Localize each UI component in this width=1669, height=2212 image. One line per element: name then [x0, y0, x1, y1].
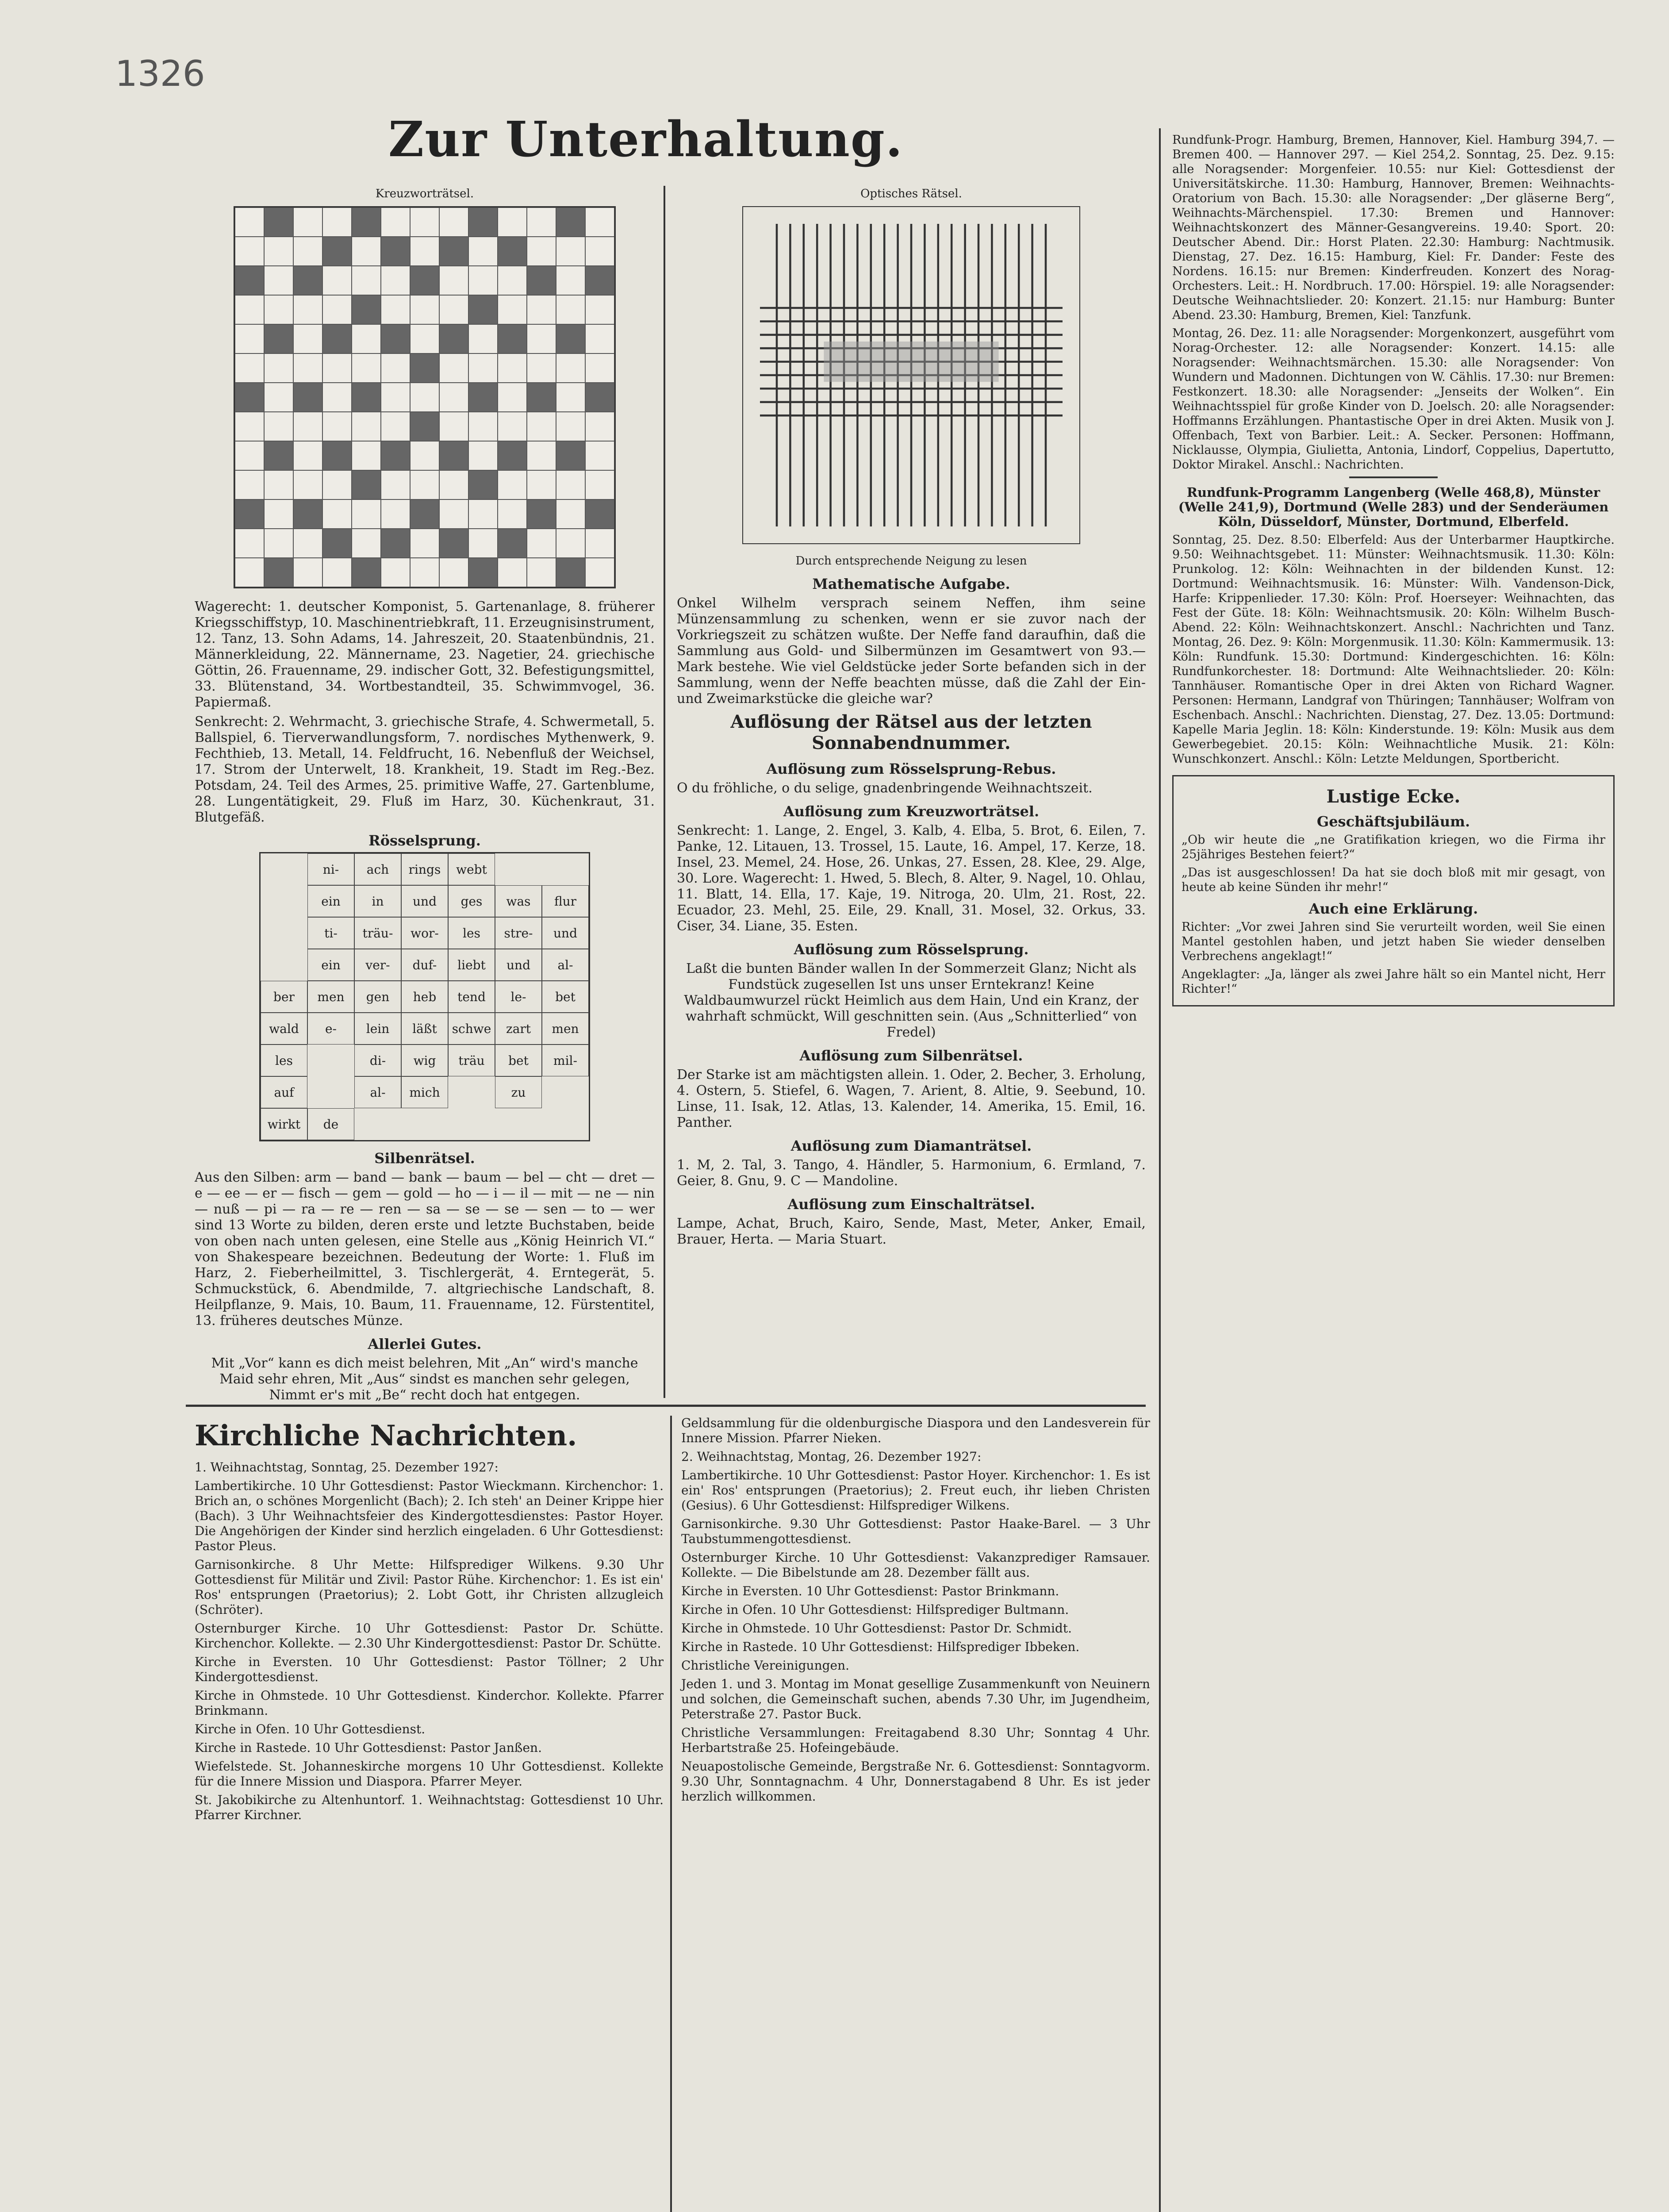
- optical-puzzle-image: [742, 206, 1080, 544]
- church-news-entry: Lambertikirche. 10 Uhr Gottesdienst: Pastor Hoyer. Kirchenchor: 1. Es ist ein' Ros' entsprungen (Praetorius); 2. Freut euch, ihr lieben Christen (Gesius). 6 Uhr Gottesdienst: Hilfsprediger Wilkens.: [681, 1468, 1150, 1513]
- knight-cell: heb: [401, 981, 448, 1013]
- church-news-entry: Garnisonkirche. 8 Uhr Mette: Hilfsprediger Wilkens. 9.30 Uhr Gottesdienst für Militär und Zivil: Pastor Rühe. Kirchenchor: 1. Es ist ein' Ros' entsprungen (Praetorius); 2. Lobt Gott, ihr Christen allzugleich (Schröter).: [195, 1557, 664, 1617]
- radio-langenberg-title: Rundfunk-Programm Langenberg (Welle 468,8), Münster (Welle 241,9), Dortmund (Welle 283) und der Senderäumen Köln, Düsseldorf, Münster, Dortmund, Elberfeld.: [1178, 485, 1609, 529]
- syllable-puzzle-title: Silbenrätsel.: [374, 1150, 475, 1167]
- divider: [1349, 476, 1438, 478]
- knight-cell: de: [307, 1108, 354, 1140]
- knight-cell: träu-: [354, 917, 401, 949]
- funny-corner-text-4: Angeklagter: „Ja, länger als zwei Jahre hält so ein Mantel nicht, Herr Richter!“: [1182, 968, 1605, 996]
- church-news-entry: Wiefelstede. St. Johanneskirche morgens 10 Uhr Gottesdienst. Kollekte für die Innere Mission und Diaspora. Pfarrer Meyer.: [195, 1759, 664, 1789]
- knight-cell: rings: [401, 853, 448, 885]
- crossword-clues-across: Wagerecht: 1. deutscher Komponist, 5. Gartenanlage, 8. früherer Kriegsschiffstyp, 10. Maschinentriebkraft, 11. Erzeugnisinstrument, 12. Tanz, 13. Sohn Adams, 14. Jahreszeit, 20. Staatenbündnis, 21. Männerkleidung, 22. Männername, 23. Nagetier, 24. griechische Göttin, 26. Frauenname, 29. indischer Gott, 32. Befestigungsmittel, 33. Blütenstand, 34. Wortbestandteil, 35. Schwimmvogel, 36. Papiermaß.: [195, 599, 655, 710]
- column-rule: [670, 1416, 672, 2212]
- knight-cell: ach: [354, 853, 401, 885]
- funny-corner-title: Lustige Ecke.: [1326, 786, 1461, 807]
- church-news-entry: Neuapostolische Gemeinde, Bergstraße Nr. 6. Gottesdienst: Sonntagvorm. 9.30 Uhr, Sonntagnachm. 4 Uhr, Donnerstagabend 8 Uhr. Es ist jeder herzlich willkommen.: [681, 1759, 1151, 1804]
- knight-cell: in: [354, 885, 401, 917]
- solution-2-text: Senkrecht: 1. Lange, 2. Engel, 3. Kalb, 4. Elba, 5. Brot, 6. Eilen, 7. Panke, 12. Litauen, 13. Trossel, 15. Laute, 16. Ampel, 17. Kerze, 18. Insel, 23. Memel, 24. Hose, 26. Unkas, 27. Essen, 28. Klee, 29. Alge, 30. Lore. Wagerecht: 1. Hwed, 5. Blech, 8. Alter, 9. Nagel, 10. Ohlau, 11. Blatt, 14. Ella, 17. Kaje, 19. Nitroga, 20. Ulm, 21. Rost, 22. Ecuador, 23. Mehl, 25. Eile, 29. Knall, 31. Mosel, 32. Orkus, 33. Ciser, 34. Liane, 35. Esten.: [677, 823, 1146, 934]
- church-news-entry: Kirche in Eversten. 10 Uhr Gottesdienst: Pastor Brinkmann.: [681, 1584, 1059, 1598]
- crossword-clues-down: Senkrecht: 2. Wehrmacht, 3. griechische Strafe, 4. Schwermetall, 5. Ballspiel, 6. Tierverwandlungsform, 7. nordisches Mythenwerk, 9. Fechthieb, 13. Metall, 14. Feldfrucht, 16. Nebenfluß der Weichsel, 17. Strom der Unterwelt, 18. Krankheit, 19. Stadt im Reg.-Bez. Potsdam, 24. Teil des Armes, 25. primitive Waffe, 27. Gartenblume, 28. Lungentätigkeit, 29. Fluß im Harz, 30. Küchenkraut, 31. Blutgefäß.: [195, 714, 655, 825]
- solution-5-text: 1. M, 2. Tal, 3. Tango, 4. Händler, 5. Harmonium, 6. Ermland, 7. Geier, 8. Gnu, 9. C — Mandoline.: [677, 1157, 1146, 1189]
- knight-cell: ein: [307, 949, 354, 981]
- knight-cell: ti-: [307, 917, 354, 949]
- church-news-entry: Kirche in Ofen. 10 Uhr Gottesdienst: Hilfsprediger Bultmann.: [681, 1602, 1069, 1617]
- radio-langenberg-program: Sonntag, 25. Dez. 8.50: Elberfeld: Aus der Unterbarmer Hauptkirche. 9.50: Weihnachtsgebet. 11: Münster: Weihnachtsmusik. 11.30: Köln: Prunkolog. 12: Köln: Weihnachten in der bildenden Kunst. 12: Dortmund: Weihnachtsmusik. 16: Münster: Wilh. Vandenson-Dick, Harfe: Krippenlieder. 17.30: Köln: Prof. Hoerseyer: Weihnachten, das Fest der Güte. 18: Köln: Weihnachtsmusik. 20: Köln: Wilhelm Busch-Abend. 22: Köln: Weihnachtskonzert. Anschl.: Nachrichten und Tanz. Montag, 26. Dez. 9: Köln: Morgenmusik. 11.30: Köln: Kammermusik. 13: Köln: Rundfunk. 15.30: Dortmund: Kindergeschichten. 16: Köln: Rundfunkorchester. 18: Dortmund: Alte Weihnachtslieder. 20: Köln: Tannhäuser. Romantische Oper in drei Akten von Richard Wagner. Personen: Hermann, Landgraf von Thüringen; Tannhäuser; Wolfram von Eschenbach. Anschl.: Nachrichten. Dienstag, 27. Dez. 13.05: Dortmund: Kapelle Maria Jeglin. 18: Köln: Kinderstunde. 19: Köln: Musik aus dem Gewerbegebiet. 20.15: Köln: Weihnachtliche Musik. 21: Köln: Wunschkonzert. Anschl.: Köln: Letzte Meldungen, Sportbericht.: [1172, 533, 1615, 766]
- knight-cell: mich: [401, 1076, 448, 1108]
- crossword-grid: [234, 206, 616, 588]
- knight-cell: [261, 917, 307, 949]
- church-news-entry: St. Jakobikirche zu Altenhuntorf. 1. Weihnachtstag: Gottesdienst 10 Uhr. Pfarrer Kirchner.: [195, 1793, 664, 1822]
- church-news-entry: Christliche Vereinigungen.: [681, 1658, 850, 1673]
- church-news-entry: Kirche in Ofen. 10 Uhr Gottesdienst.: [195, 1722, 426, 1736]
- math-puzzle-text: Onkel Wilhelm versprach seinem Neffen, ihm seine Münzensammlung zu schenken, wenn er sie zuvor nach der Vorkriegszeit zu schätzen wußte. Der Neffe fand daraufhin, daß die Sammlung aus Gold- und Silbermünzen im Gesamtwert von 93.— Mark bestehe. Wie viel Geldstücke jeder Sorte befanden sich in der Sammlung, wenn der Neffe beachten müsse, daß die Zahl der Ein- und Zweimarkstücke die gleiche war?: [677, 595, 1146, 707]
- church-news-entry: 2. Weihnachtstag, Montag, 26. Dezember 1927:: [681, 1449, 982, 1464]
- knight-cell: bet: [542, 981, 589, 1013]
- funny-corner-text-2: „Das ist ausgeschlossen! Da hat sie doch bloß mit mir gesagt, von heute ab keine Sünden ihr mehr!“: [1182, 866, 1605, 894]
- solution-2-title: Auflösung zum Kreuzworträtsel.: [783, 803, 1040, 820]
- solutions-title: Auflösung der Rätsel aus der letzten Sonnabendnummer.: [730, 711, 1092, 753]
- funny-corner-text-1: „Ob wir heute die „ne Gratifikation kriegen, wo die Firma ihr 25jähriges Bestehen feiert?“: [1182, 833, 1605, 861]
- knight-cell: al-: [542, 949, 589, 981]
- solution-1-title: Auflösung zum Rösselsprung-Rebus.: [766, 760, 1056, 777]
- knight-cell: webt: [448, 853, 495, 885]
- optical-lines-graphic: [743, 207, 1079, 543]
- church-news-entry: Kirche in Rastede. 10 Uhr Gottesdienst: Pastor Janßen.: [195, 1740, 542, 1755]
- church-news-entry: Kirche in Ohmstede. 10 Uhr Gottesdienst. Kinderchor. Kollekte. Pfarrer Brinkmann.: [195, 1688, 664, 1718]
- funny-corner-text-3: Richter: „Vor zwei Jahren sind Sie verurteilt worden, weil Sie einen Mantel gestohlen haben, und jetzt haben Sie wieder denselben Verbrechens angeklagt!“: [1182, 920, 1605, 963]
- funny-corner-subtitle: Geschäftsjubiläum.: [1316, 813, 1470, 830]
- knight-cell: stre-: [495, 917, 542, 949]
- knight-cell: les: [261, 1045, 307, 1076]
- radio-program-hamburg: Rundfunk-Progr. Hamburg, Bremen, Hannover, Kiel. Hamburg 394,7. — Bremen 400. — Hannover 297. — Kiel 254,2. Sonntag, 25. Dez. 9.15: alle Noragsender: Morgenfeier. 10.55: nur Kiel: Gottesdienst der Universitätskirche. 11.30: Hamburg, Hannover, Bremen: Weihnachts-Oratorium von Bach. 15.30: alle Noragsender: „Der gläserne Berg“, Weihnachts-Märchenspiel. 17.30: Bremen und Hannover: Weihnachtskonzert des Männer-Gesangvereins. 19.40: Sport. 20: Deutscher Abend. Dir.: Horst Platen. 22.30: Hamburg: Nachtmusik. Dienstag, 27. Dez. 16.15: Hamburg, Kiel: Fr. Dander: Feste des Nordens. 16.15: nur Bremen: Kinderfreuden. Konzert des Norag-Orchesters. Leit.: H. Nordbruch. 17.00: Hörspiel. 19: alle Noragsender: Deutsche Weihnachtslieder. 20: Konzert. 21.15: nur Hamburg: Bunter Abend. 23.30: Hamburg, Bremen, Kiel: Tanzfunk.: [1172, 133, 1615, 322]
- knight-cell: schwe: [448, 1013, 495, 1045]
- archive-number: 1326: [115, 53, 205, 94]
- knight-cell: ni-: [307, 853, 354, 885]
- knight-cell: wald: [261, 1013, 307, 1045]
- column-rule: [1159, 128, 1161, 2212]
- knight-cell: [448, 1076, 495, 1108]
- solution-1-text: O du fröhliche, o du selige, gnadenbringende Weihnachtszeit.: [677, 780, 1093, 796]
- knight-cell: was: [495, 885, 542, 917]
- allerlei-text: Mit „Vor“ kann es dich meist belehren, Mit „An“ wird's manche Maid sehr ehren, Mit „Aus“ sindst es manchen sehr gelegen, Nimmt er's mit „Be“ recht doch hat entgegen.: [211, 1356, 638, 1403]
- church-news-entry: Osternburger Kirche. 10 Uhr Gottesdienst: Pastor Dr. Schütte. Kirchenchor. Kollekte. — 2.30 Uhr Kindergottesdienst: Pastor Dr. Schütte.: [195, 1621, 664, 1651]
- knight-cell: les: [448, 917, 495, 949]
- funny-corner-box: [1172, 775, 1615, 1006]
- church-news-title: Kirchliche Nachrichten.: [195, 1419, 577, 1452]
- knight-cell: ein: [307, 885, 354, 917]
- knight-cell: ver-: [354, 949, 401, 981]
- knight-cell: wig: [401, 1045, 448, 1076]
- knight-cell: men: [542, 1013, 589, 1045]
- knight-cell: lein: [354, 1013, 401, 1045]
- church-news-column-1: [195, 1460, 664, 1826]
- knight-cell: tend: [448, 981, 495, 1013]
- knight-cell: [307, 1045, 354, 1076]
- church-news-entry: Garnisonkirche. 9.30 Uhr Gottesdienst: Pastor Haake-Barel. — 3 Uhr Taubstummengottesdienst.: [681, 1517, 1150, 1546]
- church-news-entry: 1. Weihnachtstag, Sonntag, 25. Dezember 1927:: [195, 1460, 499, 1475]
- column-rule: [664, 186, 665, 1398]
- knight-cell: flur: [542, 885, 589, 917]
- allerlei-title: Allerlei Gutes.: [368, 1336, 482, 1352]
- knight-cell: men: [307, 981, 354, 1013]
- solution-3-text: Laßt die bunten Bänder wallen In der Sommerzeit Glanz; Nicht als Fundstück zugesellen Ist uns unser Erntekranz! Keine Waldbaumwurzel rückt Heimlich aus dem Hain, Und ein Kranz, der wahrhaft schmückt, Will geschnitten sein. (Aus „Schnitterlied“ von Fredel): [684, 961, 1139, 1040]
- radio-program-hamburg-monday: Montag, 26. Dez. 11: alle Noragsender: Morgenkonzert, ausgeführt vom Norag-Orchester. 12: alle Noragsender: Konzert. 14.15: alle Noragsender: Weihnachtsmärchen. 15.30: alle Noragsender: Von Wundern und Madonnen. Dichtungen von W. Cählis. 17.30: nur Bremen: Festkonzert. 18.30: alle Noragsender: „Jenseits der Wolken“. Ein Weihnachtsspiel für große Kinder von D. Joelsch. 20: alle Noragsender: Hoffmanns Erzählungen. Phantastische Oper in drei Akten. Musik von J. Offenbach, Text von Barbier. Leit.: A. Secker. Personen: Hoffmann, Nicklausse, Olympia, Giulietta, Antonia, Lindorf, Coppelius, Dapertutto, Doktor Mirakel. Anschl.: Nachrichten.: [1172, 326, 1615, 472]
- puzzle-column-middle: [677, 186, 1146, 1251]
- knight-puzzle-grid: [259, 852, 590, 1141]
- knight-cell: al-: [354, 1076, 401, 1108]
- church-news-entry: Osternburger Kirche. 10 Uhr Gottesdienst: Vakanzprediger Ramsauer. Kollekte. — Die Bibelstunde am 28. Dezember fällt aus.: [681, 1550, 1150, 1580]
- syllable-puzzle-text: Aus den Silben: arm — band — bank — baum — bel — cht — dret — e — ee — er — fisch — gem — gold — ho — i — il — mit — ne — nin — nuß — pi — ra — re — ren — sa — se — se — sen — to — wer sind 13 Worte zu bilden, deren erste und letzte Buchstaben, beide von oben nach unten gelesen, eine Stelle aus „König Heinrich VI.“ von Shakespeare bezeichnen. Bedeutung der Worte: 1. Fluß im Harz, 2. Fieberheilmittel, 3. Tischlergerät, 4. Erntegerät, 5. Schmuckstück, 6. Abendmilde, 7. altgriechische Landschaft, 8. Heilpflanze, 9. Mais, 10. Baum, 11. Frauenname, 12. Fürstentitel, 13. früheres deutsches Münze.: [195, 1170, 655, 1329]
- solution-4-text: Der Starke ist am mächtigsten allein. 1. Oder, 2. Becher, 3. Erholung, 4. Ostern, 5. Stiefel, 6. Wagen, 7. Arient, 8. Altie, 9. Seebund, 10. Linse, 11. Isak, 12. Atlas, 13. Kalender, 14. Amerika, 15. Emil, 16. Panther.: [677, 1067, 1146, 1130]
- church-news-entry: Kirche in Rastede. 10 Uhr Gottesdienst: Hilfsprediger Ibbeken.: [681, 1640, 1080, 1654]
- knight-cell: [261, 885, 307, 917]
- solution-6-text: Lampe, Achat, Bruch, Kairo, Sende, Mast, Meter, Anker, Email, Brauer, Herta. — Maria Stuart.: [677, 1216, 1146, 1247]
- knight-cell: ges: [448, 885, 495, 917]
- knight-puzzle-title: Rösselsprung.: [368, 832, 481, 849]
- knight-cell: [261, 853, 307, 885]
- knight-cell: zart: [495, 1013, 542, 1045]
- knight-cell: gen: [354, 981, 401, 1013]
- knight-cell: le-: [495, 981, 542, 1013]
- knight-cell: und: [495, 949, 542, 981]
- church-news-entry: Kirche in Eversten. 10 Uhr Gottesdienst: Pastor Töllner; 2 Uhr Kindergottesdienst.: [195, 1655, 664, 1684]
- solution-3-title: Auflösung zum Rösselsprung.: [794, 941, 1029, 958]
- knight-cell: bet: [495, 1045, 542, 1076]
- church-news-column-2: [681, 1416, 1150, 1808]
- knight-cell: [261, 949, 307, 981]
- church-news-entry: Lambertikirche. 10 Uhr Gottesdienst: Pastor Wieckmann. Kirchenchor: 1. Brich an, o schönes Morgenlicht (Bach); 2. Ich steh' an Deiner Krippe hier (Bach). 3 Uhr Weihnachtsfeier des Kindergottesdienstes: Pastor Hoyer. Die Angehörigen der Kinder sind herzlich eingeladen. 6 Uhr Gottesdienst: Pastor Pleus.: [195, 1479, 664, 1553]
- optical-puzzle-title: Optisches Rätsel.: [860, 187, 962, 200]
- knight-cell: und: [401, 885, 448, 917]
- funny-corner-subtitle-2: Auch eine Erklärung.: [1308, 900, 1478, 917]
- math-puzzle-title: Mathematische Aufgabe.: [812, 576, 1010, 592]
- knight-cell: liebt: [448, 949, 495, 981]
- knight-cell: wirkt: [261, 1108, 307, 1140]
- church-news-entry: Kirche in Ohmstede. 10 Uhr Gottesdienst: Pastor Dr. Schmidt.: [681, 1621, 1072, 1636]
- knight-cell: und: [542, 917, 589, 949]
- section-title-entertainment: Zur Unterhaltung.: [388, 111, 904, 168]
- knight-cell: [542, 1076, 589, 1108]
- knight-cell: [542, 853, 589, 885]
- knight-cell: wor-: [401, 917, 448, 949]
- knight-cell: zu: [495, 1076, 542, 1108]
- knight-cell: ber: [261, 981, 307, 1013]
- knight-cell: [495, 853, 542, 885]
- puzzle-column-left: [195, 186, 655, 1407]
- knight-cell: e-: [307, 1013, 354, 1045]
- church-news-entry: Jeden 1. und 3. Montag im Monat gesellige Zusammenkunft von Neuinern und solchen, die Gemeinschaft suchen, abends 7.30 Uhr, im Jugendheim, Peterstraße 27. Pastor Buck.: [681, 1677, 1150, 1721]
- knight-cell: duf-: [401, 949, 448, 981]
- knight-cell: mil-: [542, 1045, 589, 1076]
- solution-4-title: Auflösung zum Silbenrätsel.: [799, 1047, 1023, 1064]
- knight-cell: di-: [354, 1045, 401, 1076]
- optical-puzzle-caption: Durch entsprechende Neigung zu lesen: [795, 554, 1027, 568]
- knight-cell: [307, 1076, 354, 1108]
- solution-5-title: Auflösung zum Diamanträtsel.: [790, 1137, 1032, 1154]
- knight-cell: läßt: [401, 1013, 448, 1045]
- church-news-entry: Geldsammlung für die oldenburgische Diaspora und den Landesverein für Innere Mission. Pfarrer Nieken.: [681, 1416, 1150, 1445]
- crossword-caption: Kreuzworträtsel.: [375, 187, 474, 200]
- church-news-entry: Christliche Versammlungen: Freitagabend 8.30 Uhr; Sonntag 4 Uhr. Herbartstraße 25. Hofeingebäude.: [681, 1725, 1150, 1755]
- knight-cell: träu: [448, 1045, 495, 1076]
- knight-cell: auf: [261, 1076, 307, 1108]
- solution-6-title: Auflösung zum Einschalträtsel.: [787, 1196, 1035, 1213]
- radio-column: [1172, 133, 1615, 1006]
